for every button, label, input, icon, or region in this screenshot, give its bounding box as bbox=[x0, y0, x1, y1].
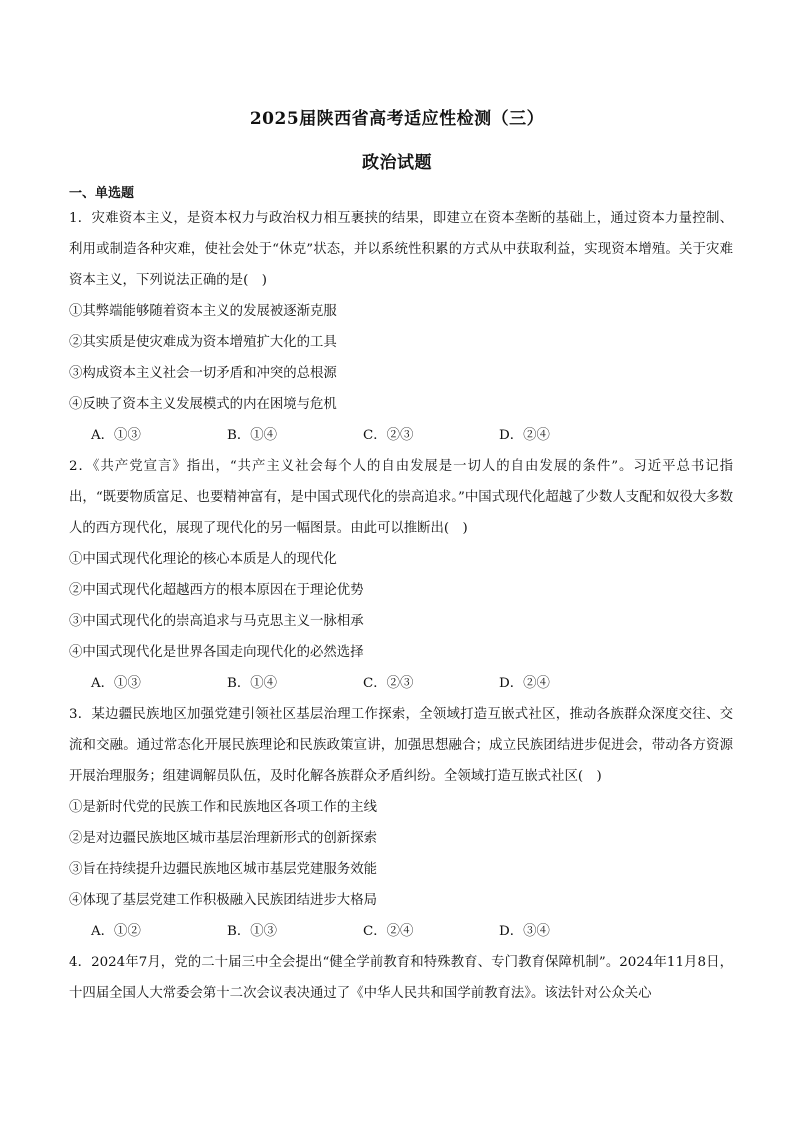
statement-option: ④反映了资本主义发展模式的内在困境与危机 bbox=[69, 397, 337, 412]
statement-option: ②其实质是使灾难成为资本增殖扩大化的工具 bbox=[69, 335, 337, 350]
answer-choice-d[interactable]: D．③④ bbox=[499, 924, 550, 939]
statement-option: ④体现了基层党建工作积极融入民族团结进步大格局 bbox=[69, 893, 377, 908]
question-stem: 3．某边疆民族地区加强党建引领社区基层治理工作探索，全领域打造互嵌式社区，推动各族群众深度交往、交流和交融。通过常态化开展民族理论和民族政策宣讲，加强思想融合；成立民族团结进步促进会，带动各方资源开展治理服务；组建调解员队伍，及时化解各族群众矛盾纠纷。全领域打造互嵌式社区( ) bbox=[69, 707, 733, 784]
question-list bbox=[69, 203, 733, 1009]
answer-choice-d[interactable]: D．②④ bbox=[499, 676, 550, 691]
question-stem: 4．2024年7月，党的二十届三中全会提出“健全学前教育和特殊教育、专门教育保障机制”。2024年11月8日，十四届全国人大常委会第十二次会议表决通过了《中华人民共和国学前教育法》。该法针对公众关心 bbox=[69, 955, 733, 1001]
answer-choices bbox=[69, 420, 733, 451]
answer-choice-c[interactable]: C．②④ bbox=[363, 924, 414, 939]
statement-option: ③构成资本主义社会一切矛盾和冲突的总根源 bbox=[69, 366, 337, 381]
answer-choice-a[interactable]: A．①③ bbox=[91, 676, 141, 691]
answer-choice-a[interactable]: A．①③ bbox=[91, 428, 141, 443]
question-stem: 1．灾难资本主义，是资本权力与政治权力相互裹挟的结果，即建立在资本垄断的基础上，通过资本力量控制、利用或制造各种灾难，使社会处于“休克”状态，并以系统性积累的方式从中获取利益，实现资本增殖。关于灾难资本主义，下列说法正确的是( ) bbox=[69, 211, 733, 288]
answer-choice-a[interactable]: A．①② bbox=[91, 924, 141, 939]
answer-choices bbox=[69, 916, 733, 947]
statement-option: ②中国式现代化超越西方的根本原因在于理论优势 bbox=[69, 583, 364, 598]
statement-option: ②是对边疆民族地区城市基层治理新形式的创新探索 bbox=[69, 831, 377, 846]
answer-choice-b[interactable]: B．①④ bbox=[227, 428, 278, 443]
answer-choices bbox=[69, 668, 733, 699]
question-3 bbox=[69, 699, 733, 947]
statement-option: ①中国式现代化理论的核心本质是人的现代化 bbox=[69, 552, 337, 567]
question-2 bbox=[69, 451, 733, 699]
answer-choice-c[interactable]: C．②③ bbox=[363, 676, 414, 691]
question-4 bbox=[69, 947, 733, 1009]
statement-option: ③中国式现代化的崇高追求与马克思主义一脉相承 bbox=[69, 614, 364, 629]
question-1 bbox=[69, 203, 733, 451]
page-title: 2025届陕西省高考适应性检测（三） bbox=[249, 109, 545, 129]
answer-choice-b[interactable]: B．①④ bbox=[227, 676, 278, 691]
statement-option: ④中国式现代化是世界各国走向现代化的必然选择 bbox=[69, 645, 364, 660]
answer-choice-c[interactable]: C．②③ bbox=[363, 428, 414, 443]
page-subtitle: 政治试题 bbox=[362, 153, 432, 173]
answer-choice-d[interactable]: D．②④ bbox=[499, 428, 550, 443]
question-stem: 2．《共产党宣言》指出，“共产主义社会每个人的自由发展是一切人的自由发展的条件”。习近平总书记指出，“既要物质富足、也要精神富有，是中国式现代化的崇高追求。”中国式现代化超越了少数人支配和奴役大多数人的西方现代化，展现了现代化的另一幅图景。由此可以推断出( ) bbox=[69, 459, 733, 536]
section-heading: 一、单选题 bbox=[69, 186, 135, 201]
statement-option: ①其弊端能够随着资本主义的发展被逐渐克服 bbox=[69, 304, 337, 319]
statement-option: ①是新时代党的民族工作和民族地区各项工作的主线 bbox=[69, 800, 377, 815]
answer-choice-b[interactable]: B．①③ bbox=[227, 924, 278, 939]
statement-option: ③旨在持续提升边疆民族地区城市基层党建服务效能 bbox=[69, 862, 377, 877]
